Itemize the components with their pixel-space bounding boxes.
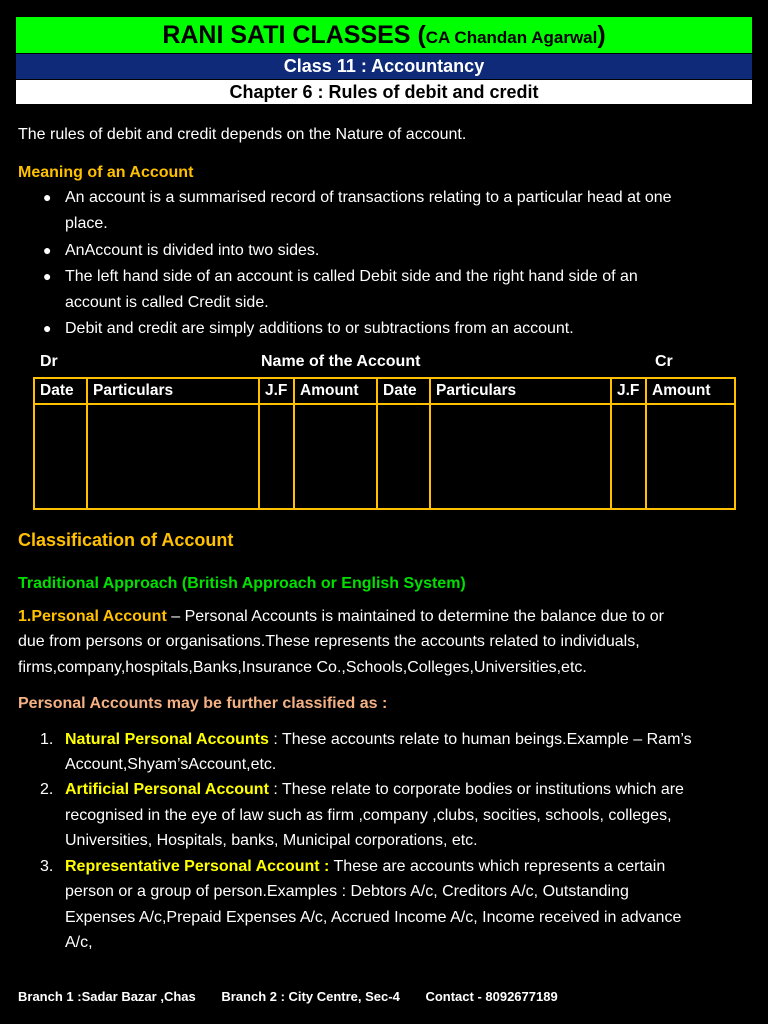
representative-personal-label: Representative Personal Account : xyxy=(65,858,330,875)
item-3-line-1 xyxy=(65,854,665,880)
account-name-title: Name of the Account xyxy=(261,353,421,370)
table-cell xyxy=(294,404,377,509)
bullet-3-line-2: account is called Credit side. xyxy=(65,294,269,311)
bullet-1-line-1: An account is a summarised record of transactions relating to a particular head at one xyxy=(65,189,672,206)
item-3-text-1: These are accounts which represents a certain xyxy=(333,858,666,875)
bullet-icon: ● xyxy=(43,242,52,258)
table-header-row xyxy=(34,378,735,404)
bullet-icon: ● xyxy=(43,189,52,205)
item-3-line-2: person or a group of person.Examples : Debtors A/c, Creditors A/c, Outstanding xyxy=(65,883,629,900)
personal-account-line-1 xyxy=(18,604,664,630)
bullet-3-line-1: The left hand side of an account is called Debit side and the right hand side of an xyxy=(65,268,638,285)
footer xyxy=(18,989,580,1004)
bullet-2-line-1: AnAccount is divided into two sides. xyxy=(65,242,320,259)
item-2-separator: : xyxy=(268,781,282,798)
table-cell xyxy=(259,404,294,509)
item-2-number: 2. xyxy=(40,781,54,798)
footer-contact: Contact - 8092677189 xyxy=(425,989,558,1004)
col-date-cr: Date xyxy=(377,378,430,404)
artificial-personal-label: Artificial Personal Account xyxy=(65,781,269,798)
table-cell xyxy=(34,404,87,509)
item-3-line-4: A/c, xyxy=(65,934,93,951)
item-1-text-1: These accounts relate to human beings.Example – Ram’s xyxy=(281,731,692,748)
col-jf-cr: J.F xyxy=(611,378,646,404)
item-3-line-3: Expenses A/c,Prepaid Expenses A/c, Accrued Income A/c, Income received in advance xyxy=(65,909,682,926)
footer-branch-1: Branch 1 :Sadar Bazar ,Chas xyxy=(18,989,196,1004)
credit-label: Cr xyxy=(655,353,673,370)
title-banner xyxy=(16,17,752,53)
chapter-banner: Chapter 6 : Rules of debit and credit xyxy=(16,80,752,104)
item-1-number: 1. xyxy=(40,731,54,748)
item-2-line-1 xyxy=(65,777,684,803)
table-row xyxy=(34,404,735,509)
debit-label: Dr xyxy=(40,353,58,370)
further-classified-heading: Personal Accounts may be further classified as : xyxy=(18,695,388,712)
table-cell xyxy=(87,404,259,509)
col-amount-dr: Amount xyxy=(294,378,377,404)
personal-account-text-1: – Personal Accounts is maintained to determine the balance due to or xyxy=(166,608,664,625)
item-2-line-3: Universities, Hospitals, banks, Municipal corporations, etc. xyxy=(65,832,478,849)
col-particulars-dr: Particulars xyxy=(87,378,259,404)
bullet-1-line-2: place. xyxy=(65,215,108,232)
col-jf-dr: J.F xyxy=(259,378,294,404)
teacher-name-wrapper xyxy=(417,21,606,49)
approach-heading: Traditional Approach (British Approach or English System) xyxy=(18,575,466,592)
paren-open: ( xyxy=(417,21,426,49)
natural-personal-label: Natural Personal Accounts xyxy=(65,731,269,748)
teacher-name: CA Chandan Agarwal xyxy=(425,28,598,47)
col-date-dr: Date xyxy=(34,378,87,404)
col-amount-cr: Amount xyxy=(646,378,735,404)
personal-account-line-2: due from persons or organisations.These represents the accounts related to individuals, xyxy=(18,633,640,650)
class-banner: Class 11 : Accountancy xyxy=(16,54,752,79)
bullet-icon: ● xyxy=(43,320,52,336)
account-format-table xyxy=(33,377,736,510)
table-cell xyxy=(646,404,735,509)
item-2-line-2: recognised in the eye of law such as firm ,company ,clubs, socities, schools, colleges, xyxy=(65,807,672,824)
bullet-4-line-1: Debit and credit are simply additions to or subtractions from an account. xyxy=(65,320,574,337)
footer-branch-2: Branch 2 : City Centre, Sec-4 xyxy=(221,989,400,1004)
item-1-line-1 xyxy=(65,727,692,753)
personal-account-line-3: firms,company,hospitals,Banks,Insurance Co.,Schools,Colleges,Universities,etc. xyxy=(18,659,587,676)
table-cell xyxy=(430,404,611,509)
classification-heading: Classification of Account xyxy=(18,530,234,550)
meaning-heading: Meaning of an Account xyxy=(18,164,194,181)
col-particulars-cr: Particulars xyxy=(430,378,611,404)
paren-close: ) xyxy=(597,21,606,49)
bullet-icon: ● xyxy=(43,268,52,284)
table-cell xyxy=(611,404,646,509)
item-3-number: 3. xyxy=(40,858,54,875)
intro-text: The rules of debit and credit depends on the Nature of account. xyxy=(18,126,467,143)
item-1-separator: : xyxy=(268,731,282,748)
institute-name: RANI SATI CLASSES xyxy=(162,21,411,49)
table-cell xyxy=(377,404,430,509)
personal-account-label: 1.Personal Account xyxy=(18,608,167,625)
item-2-text-1: These relate to corporate bodies or institutions which are xyxy=(281,781,684,798)
item-1-line-2: Account,Shyam’sAccount,etc. xyxy=(65,756,277,773)
